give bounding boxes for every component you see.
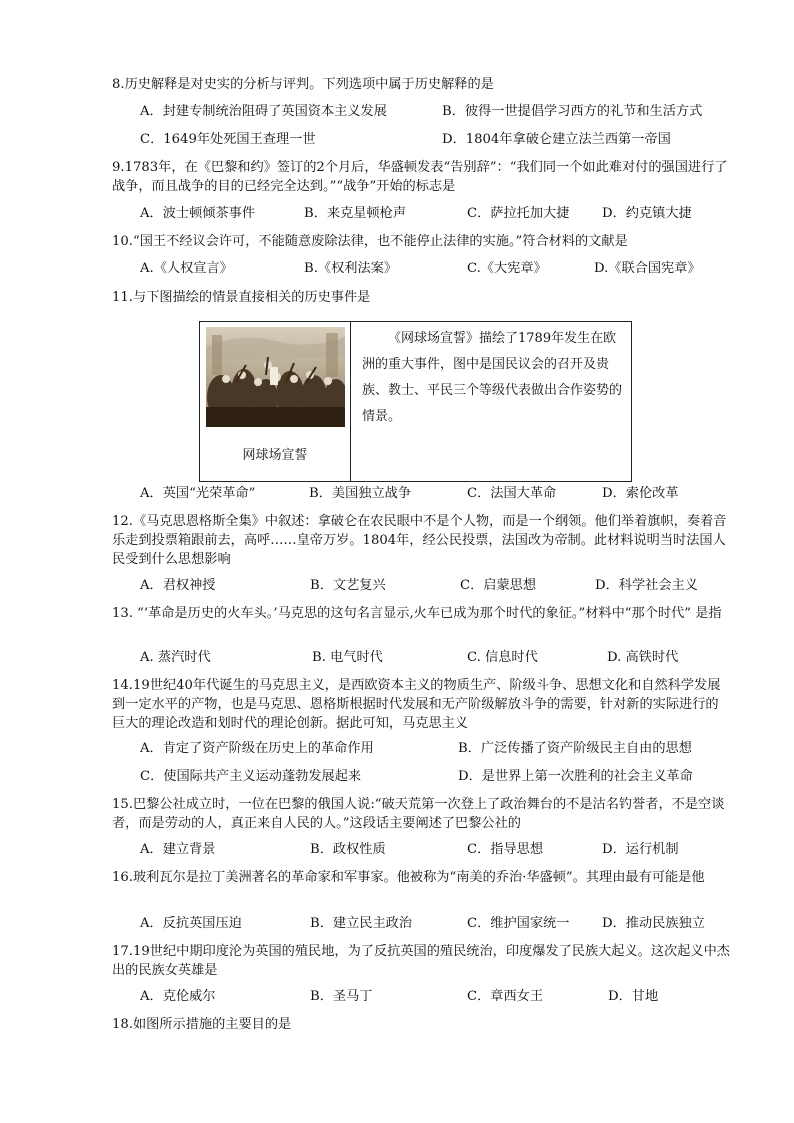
figure-description: 《网球场宣誓》描绘了1789年发生在欧洲的重大事件，图中是国民议会的召开及贵族、教士、平民三个等级代表做出合作姿势的情景。 [362,331,623,424]
question-18-stem: 18.如图所示措施的主要目的是 [112,1017,292,1032]
tennis-court-oath-painting [206,327,345,427]
q9-option-d[interactable]: D．约克镇大捷 [602,206,692,221]
q15-option-b[interactable]: B．政权性质 [310,842,386,857]
question-14-options [140,739,740,759]
question-17-options [140,987,740,1007]
question-13-options [140,648,740,668]
question-16-stem: 16.玻利瓦尔是拉丁美洲著名的革命家和军事家。他被称为“南美的乔治·华盛顿”。其理由最有可能是他 [112,870,705,885]
q8-option-b[interactable]: B．彼得一世提倡学习西方的礼节和生活方式 [442,104,703,119]
q12-option-b[interactable]: B．文艺复兴 [310,578,386,593]
q16-option-a[interactable]: A．反抗英国压迫 [140,916,242,931]
q14-option-d[interactable]: D．是世界上第一次胜利的社会主义革命 [458,769,693,784]
q11-option-c[interactable]: C．法国大革命 [467,486,557,501]
question-8-options-2 [140,130,740,150]
q15-option-d[interactable]: D．运行机制 [602,842,679,857]
q8-option-d[interactable]: D．1804年拿破仑建立法兰西第一帝国 [442,132,671,147]
question-17-stem: 17.19世纪中期印度沦为英国的殖民地，为了反抗英国的殖民统治，印度爆发了民族大起义。这次起义中杰出的民族女英雄是 [112,944,730,978]
q13-option-c[interactable]: C. 信息时代 [467,650,538,665]
question-13-stem: 13. “‘革命是历史的火车头。’马克思的这句名言显示,火车已成为那个时代的象征。”材料中“那个时代” 是指 [112,606,722,621]
q12-option-a[interactable]: A．君权神授 [140,578,216,593]
q16-option-c[interactable]: C．维护国家统一 [467,916,570,931]
question-15-options [140,840,740,860]
q12-option-c[interactable]: C．启蒙思想 [460,578,537,593]
question-8-options [140,102,740,122]
question-12-options [140,576,740,596]
q11-option-d[interactable]: D．索伦改革 [602,486,679,501]
q17-option-c[interactable]: C．章西女王 [467,989,544,1004]
question-14-stem: 14.19世纪40年代诞生的马克思主义，是西欧资本主义的物质生产、阶级斗争、思想文化和自然科学发展到一定水平的产物，也是马克思、恩格斯根据时代发展和无产阶级解放斗争的需要，针对新的实际进行的巨大的理论改造和划时代的理论创新。据此可知，马克思主义 [112,678,721,731]
q17-option-a[interactable]: A．克伦威尔 [140,989,216,1004]
q12-option-d[interactable]: D．科学社会主义 [595,578,698,593]
question-12-stem: 12.《马克思恩格斯全集》中叙述：拿破仑在农民眼中不是个人物，而是一个纲领。他们举着旗帜，奏着音乐走到投票箱跟前去，高呼……皇帝万岁。1804年，经公民投票，法国改为帝制。此材料说明当时法国人民受到什么思想影响 [112,514,727,567]
q9-option-c[interactable]: C．萨拉托加大捷 [467,206,570,221]
question-11-stem: 11.与下图描绘的情景直接相关的历史事件是 [112,290,371,305]
q13-option-b[interactable]: B. 电气时代 [312,650,383,665]
question-14-options-2 [140,767,740,787]
q13-option-d[interactable]: D. 高铁时代 [607,650,679,665]
question-9-stem: 9.1783年，在《巴黎和约》签订的2个月后，华盛顿发表“告别辞”：“我们同一个如此难对付的强国进行了战争，而且战争的目的已经完全达到。”“战争”开始的标志是 [112,160,728,194]
q11-option-a[interactable]: A．英国“光荣革命” [140,486,256,501]
question-16-options [140,914,740,934]
q16-option-b[interactable]: B．建立民主政治 [310,916,413,931]
q14-option-a[interactable]: A．肯定了资产阶级在历史上的革命作用 [140,741,374,756]
question-15-stem: 15.巴黎公社成立时，一位在巴黎的俄国人说:“破天荒第一次登上了政治舞台的不是沽名钓誉者，不是空谈者，而是劳动的人，真正来自人民的人。”这段话主要阐述了巴黎公社的 [112,797,725,831]
q14-option-c[interactable]: C．使国际共产主义运动蓬勃发展起来 [140,769,362,784]
q15-option-a[interactable]: A．建立背景 [140,842,216,857]
q17-option-d[interactable]: D．甘地 [608,989,659,1004]
question-8-stem: 8.历史解释是对史实的分析与评判。下列选项中属于历史解释的是 [112,77,494,92]
question-10-options [140,259,740,279]
q8-option-a[interactable]: A．封建专制统治阻碍了英国资本主义发展 [140,104,387,119]
question-9-options [140,204,740,224]
q10-option-d[interactable]: D.《联合国宪章》 [594,261,701,276]
figure-image-cell [200,322,351,481]
tennis-court-oath-figure [199,321,632,482]
figure-caption: 网球场宣誓 [242,448,308,463]
q9-option-b[interactable]: B．来克星顿枪声 [304,206,407,221]
q11-option-b[interactable]: B．美国独立战争 [309,486,412,501]
q10-option-a[interactable]: A.《人权宣言》 [140,261,233,276]
q13-option-a[interactable]: A. 蒸汽时代 [140,650,211,665]
question-10-stem: 10.“国王不经议会许可，不能随意废除法律，也不能停止法律的实施。”符合材料的文献是 [112,234,628,249]
q17-option-b[interactable]: B．圣马丁 [310,989,373,1004]
q10-option-b[interactable]: B.《权利法案》 [304,261,398,276]
q8-option-c[interactable]: C．1649年处死国王查理一世 [140,132,316,147]
question-11-options [140,484,740,504]
q15-option-c[interactable]: C．指导思想 [467,842,544,857]
painting-crowd-icon [206,327,345,427]
q9-option-a[interactable]: A．波士顿倾茶事件 [140,206,256,221]
q16-option-d[interactable]: D．推动民族独立 [602,916,705,931]
q10-option-c[interactable]: C.《大宪章》 [467,261,547,276]
q14-option-b[interactable]: B．广泛传播了资产阶级民主自由的思想 [458,741,692,756]
